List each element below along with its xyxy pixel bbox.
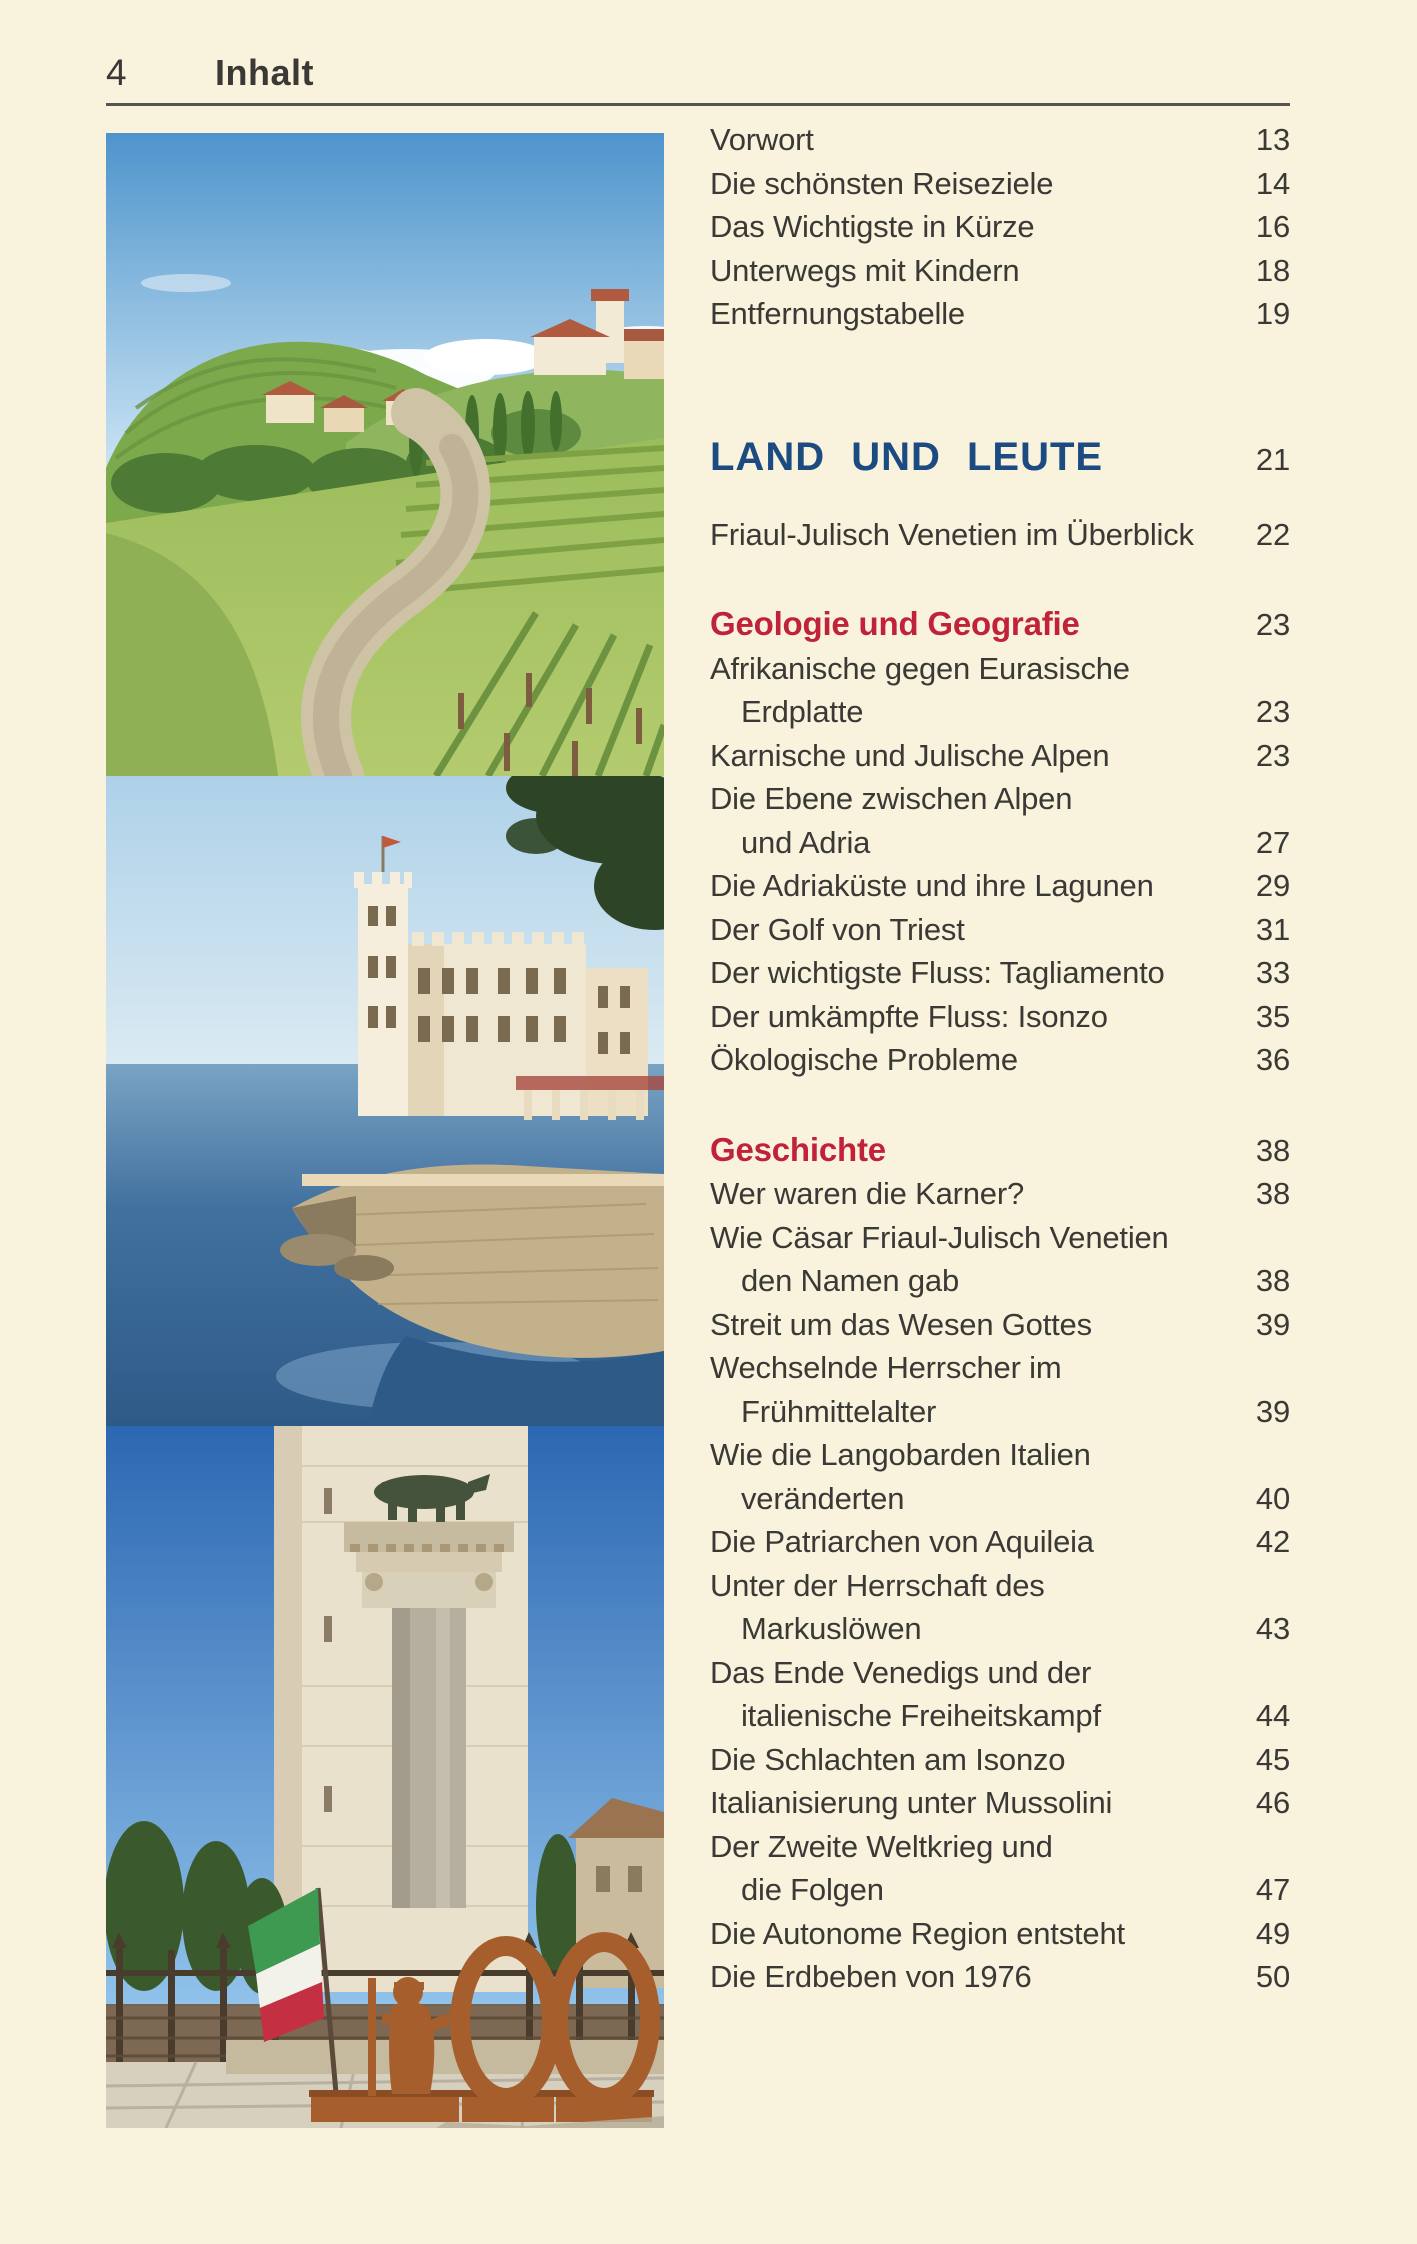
toc-entry-page: 50 bbox=[1255, 1959, 1290, 1994]
toc-entry-page: 43 bbox=[1255, 1611, 1290, 1646]
toc-entry-page: 31 bbox=[1255, 911, 1290, 947]
toc-entry-page: 42 bbox=[1255, 1524, 1290, 1559]
toc-chapter-heading bbox=[710, 1128, 1290, 1173]
toc-entry-line: Wie die Langobarden Italien bbox=[710, 1437, 1091, 1472]
photo-miramare-castle bbox=[106, 776, 664, 1426]
toc-entry-page: 18 bbox=[1255, 252, 1290, 288]
toc-entry-title bbox=[710, 118, 1232, 162]
monument-step bbox=[226, 2040, 664, 2074]
toc-entry-title bbox=[710, 1781, 1232, 1825]
toc-entry-line: Unter der Herrschaft des bbox=[710, 1567, 1045, 1603]
page-number: 4 bbox=[106, 52, 127, 93]
vineyard-illustration bbox=[106, 133, 664, 776]
toc-entry-page: 46 bbox=[1255, 1785, 1290, 1820]
toc-chapter-label: Geologie und Geografie bbox=[710, 605, 1080, 642]
toc-entry-line: Wer waren die Karner? bbox=[710, 1176, 1024, 1211]
toc-entry bbox=[710, 1738, 1290, 1782]
toc-entry bbox=[710, 292, 1290, 336]
toc-entry-line: Die Erdbeben von 1976 bbox=[710, 1959, 1032, 1994]
toc-entry-line: Das Wichtigste in Kürze bbox=[710, 209, 1035, 244]
toc-entry-line: Karnische und Julische Alpen bbox=[710, 737, 1110, 773]
toc-entry-page: 39 bbox=[1255, 1393, 1290, 1429]
toc-entry-page: 23 bbox=[1255, 737, 1290, 773]
toc-entry bbox=[710, 1564, 1290, 1651]
toc-entry-title bbox=[710, 1038, 1232, 1082]
toc-entry bbox=[710, 1433, 1290, 1520]
toc-entry bbox=[710, 995, 1290, 1039]
toc-entry-page: 22 bbox=[1255, 516, 1290, 552]
toc-entry bbox=[710, 1172, 1290, 1216]
toc-entry bbox=[710, 1781, 1290, 1825]
toc-entry-title bbox=[710, 995, 1232, 1039]
toc-entry bbox=[710, 162, 1290, 206]
toc-chapter-heading bbox=[710, 602, 1290, 647]
toc-entry-line: die Folgen bbox=[741, 1872, 884, 1907]
toc-entry-title bbox=[710, 1303, 1232, 1347]
toc-entry-title bbox=[710, 734, 1232, 778]
toc-entry-line: Wechselnde Herrscher im bbox=[710, 1350, 1062, 1385]
toc-entry-page: 39 bbox=[1255, 1306, 1290, 1342]
toc-entry bbox=[710, 1520, 1290, 1564]
toc bbox=[710, 118, 1290, 1999]
toc-entry bbox=[710, 1038, 1290, 1082]
toc-entry-page: 38 bbox=[1255, 1263, 1290, 1298]
toc-entry bbox=[710, 1955, 1290, 1999]
toc-entry-line: Markuslöwen bbox=[741, 1611, 922, 1646]
toc-entry bbox=[710, 864, 1290, 908]
toc-entry-page: 16 bbox=[1255, 209, 1290, 244]
toc-entry-title bbox=[710, 951, 1232, 995]
toc-entry-title bbox=[710, 1912, 1232, 1956]
toc-entry-line: Vorwort bbox=[710, 122, 814, 157]
toc-entry-page: 33 bbox=[1255, 955, 1290, 990]
page-header bbox=[106, 52, 1290, 106]
toc-entry-line: Ökologische Probleme bbox=[710, 1042, 1018, 1077]
toc-entry-title bbox=[710, 647, 1232, 734]
toc-entry bbox=[710, 1216, 1290, 1303]
toc-entry-title bbox=[710, 205, 1232, 249]
toc-entry bbox=[710, 777, 1290, 864]
toc-entry bbox=[710, 249, 1290, 293]
toc-entry-line: Der Zweite Weltkrieg und bbox=[710, 1828, 1053, 1864]
toc-entry-line: Entfernungstabelle bbox=[710, 296, 965, 331]
toc-part-label: LAND UND LEUTE bbox=[710, 434, 1104, 479]
toc-entry-line: und Adria bbox=[741, 824, 871, 860]
header-rule bbox=[106, 103, 1290, 106]
toc-entry-line: Unterwegs mit Kindern bbox=[710, 252, 1020, 288]
toc-entry-line: Die Schlachten am Isonzo bbox=[710, 1741, 1066, 1777]
toc-entry-line: Die Patriarchen von Aquileia bbox=[710, 1524, 1094, 1559]
photo-column bbox=[106, 133, 664, 2128]
toc-entry-line: Die schönsten Reiseziele bbox=[710, 165, 1054, 201]
toc-entry-line: Friaul-Julisch Venetien im Überblick bbox=[710, 516, 1194, 552]
toc-entry-title bbox=[710, 1216, 1232, 1303]
toc-entry-line: Der Golf von Triest bbox=[710, 911, 965, 947]
toc-entry-page: 38 bbox=[1255, 1176, 1290, 1211]
toc-entry-page: 35 bbox=[1255, 998, 1290, 1034]
toc-entry-line: Das Ende Venedigs und der bbox=[710, 1654, 1092, 1690]
toc-entry bbox=[710, 908, 1290, 952]
toc-entry-line: Frühmittelalter bbox=[741, 1393, 937, 1429]
toc-entry-line: italienische Freiheitskampf bbox=[741, 1698, 1101, 1733]
toc-entry-page: 13 bbox=[1255, 122, 1290, 157]
toc-entry-line: veränderten bbox=[741, 1480, 905, 1516]
toc-part-heading bbox=[710, 431, 1290, 486]
castle-illustration bbox=[106, 776, 664, 1426]
toc-entry-title bbox=[710, 864, 1232, 908]
toc-chapter-page: 38 bbox=[1255, 1132, 1290, 1168]
toc-entry bbox=[710, 1651, 1290, 1738]
toc-entry-title bbox=[710, 1564, 1232, 1651]
toc-entry-title bbox=[710, 513, 1232, 557]
toc-chapter-label: Geschichte bbox=[710, 1130, 886, 1168]
toc-entry-title bbox=[710, 292, 1232, 336]
toc-entry-line: Italianisierung unter Mussolini bbox=[710, 1785, 1113, 1820]
toc-entry-line: Der umkämpfte Fluss: Isonzo bbox=[710, 998, 1108, 1034]
toc-entry-line: Erdplatte bbox=[741, 694, 864, 729]
toc-entry bbox=[710, 513, 1290, 557]
toc-entry-page: 47 bbox=[1255, 1872, 1290, 1907]
toc-entry-page: 45 bbox=[1255, 1741, 1290, 1777]
toc-entry bbox=[710, 118, 1290, 162]
photo-vineyard-road bbox=[106, 133, 664, 776]
toc-entry-title bbox=[710, 1346, 1232, 1433]
toc-entry-title bbox=[710, 1651, 1232, 1738]
toc-entry-title bbox=[710, 777, 1232, 864]
toc-entry-title bbox=[710, 162, 1232, 206]
toc-entry-page: 29 bbox=[1255, 868, 1290, 903]
toc-entry-line: Die Autonome Region entsteht bbox=[710, 1915, 1125, 1951]
toc-entry-title bbox=[710, 908, 1232, 952]
toc-entry-page: 44 bbox=[1255, 1698, 1290, 1733]
toc-chapter-page: 23 bbox=[1255, 607, 1290, 642]
toc-entry-line: Die Ebene zwischen Alpen bbox=[710, 781, 1073, 816]
toc-entry bbox=[710, 1346, 1290, 1433]
toc-entry-title bbox=[710, 1172, 1232, 1216]
page-title: Inhalt bbox=[215, 52, 314, 93]
toc-entry-title bbox=[710, 1738, 1232, 1782]
toc-entry-line: Streit um das Wesen Gottes bbox=[710, 1306, 1092, 1342]
toc-entry bbox=[710, 205, 1290, 249]
toc-entry-page: 49 bbox=[1255, 1915, 1290, 1951]
toc-entry bbox=[710, 734, 1290, 778]
toc-entry bbox=[710, 951, 1290, 995]
toc-entry-page: 14 bbox=[1255, 165, 1290, 201]
toc-entry bbox=[710, 647, 1290, 734]
toc-entry-line: Der wichtigste Fluss: Tagliamento bbox=[710, 955, 1165, 990]
toc-entry-page: 27 bbox=[1255, 824, 1290, 860]
toc-entry-page: 40 bbox=[1255, 1480, 1290, 1516]
toc-entry-line: Die Adriaküste und ihre Lagunen bbox=[710, 868, 1154, 903]
toc-entry-page: 23 bbox=[1255, 694, 1290, 729]
toc-entry-title bbox=[710, 1433, 1232, 1520]
toc-entry-title bbox=[710, 1520, 1232, 1564]
toc-entry-line: Afrikanische gegen Eurasische bbox=[710, 650, 1130, 686]
toc-part-page: 21 bbox=[1255, 441, 1290, 477]
toc-entry bbox=[710, 1303, 1290, 1347]
toc-entry-page: 19 bbox=[1255, 296, 1290, 331]
toc-entry-title bbox=[710, 249, 1232, 293]
monument-illustration bbox=[106, 1426, 664, 2128]
toc-entry-title bbox=[710, 1825, 1232, 1912]
toc-entry-line: den Namen gab bbox=[741, 1263, 960, 1298]
toc-entry-page: 36 bbox=[1255, 1042, 1290, 1077]
toc-entry-title bbox=[710, 1955, 1232, 1999]
toc-entry bbox=[710, 1825, 1290, 1912]
toc-entry-line: Wie Cäsar Friaul-Julisch Venetien bbox=[710, 1219, 1169, 1255]
toc-entry bbox=[710, 1912, 1290, 1956]
photo-aquileia-monument bbox=[106, 1426, 664, 2128]
